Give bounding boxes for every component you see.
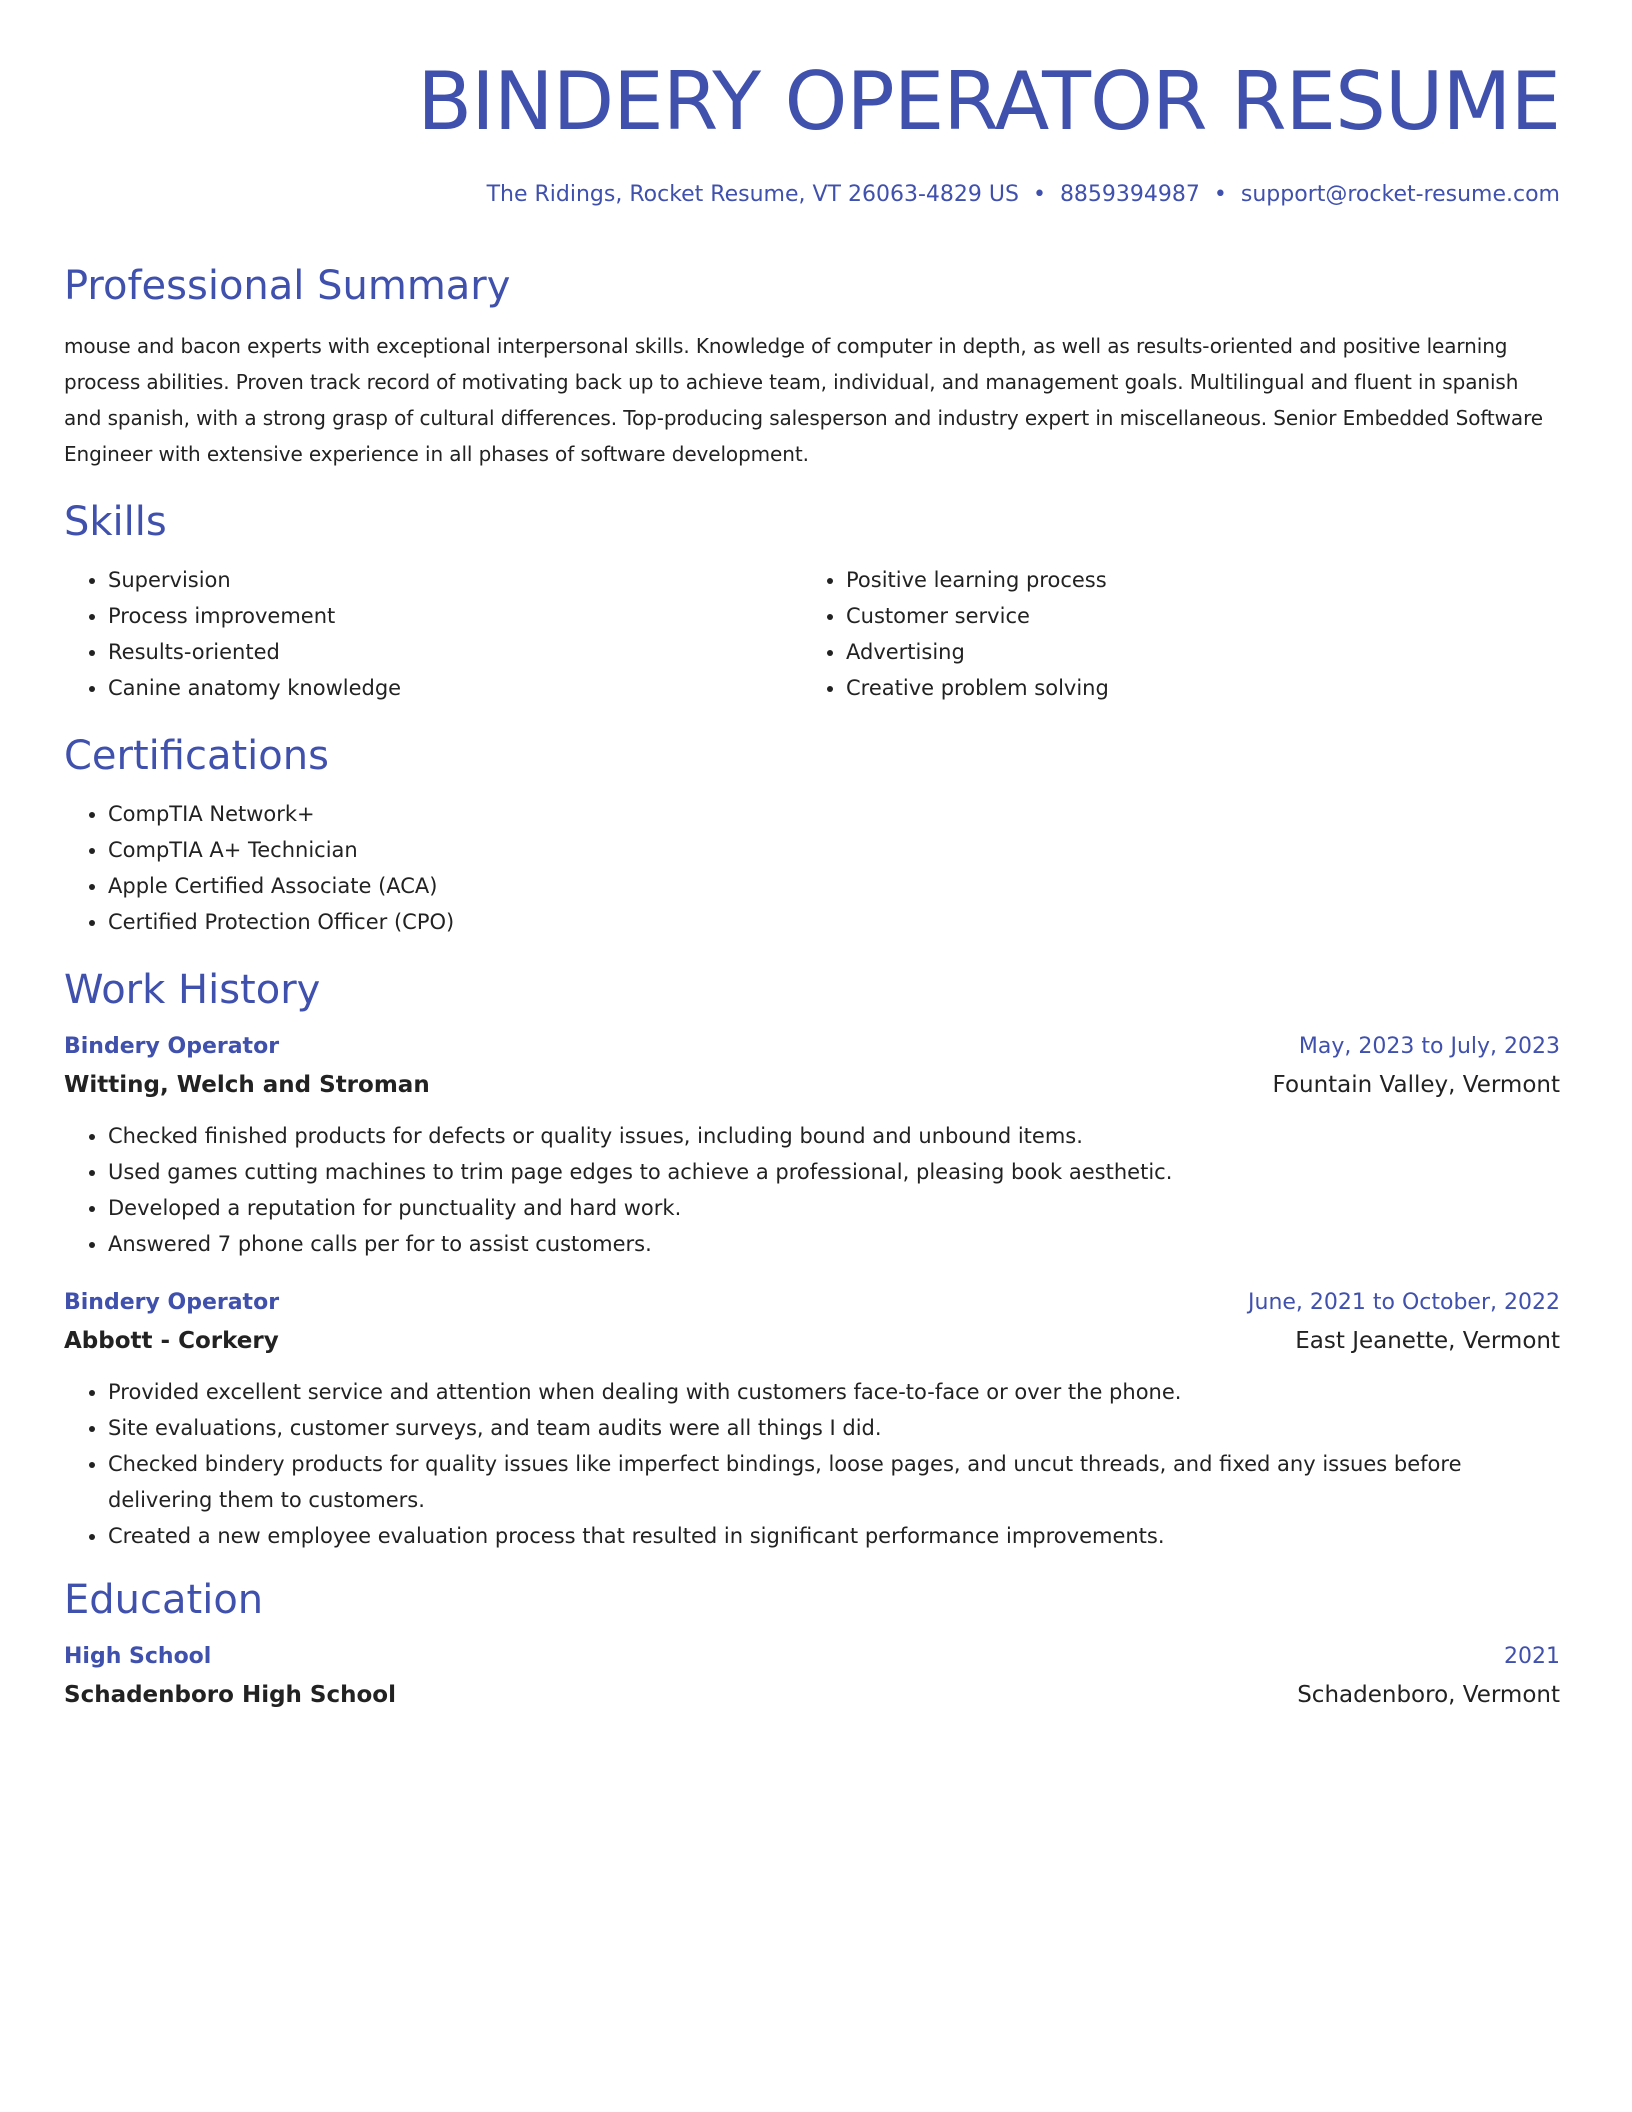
contact-separator: •	[1032, 182, 1046, 207]
skills-list-left	[64, 562, 802, 706]
job-bullet: • Used games cutting machines to trim page edges to achieve a professional, pleasing book aesthetic.	[108, 1154, 1560, 1190]
contact-email[interactable]: support@rocket-resume.com	[1240, 182, 1560, 207]
job-title: Bindery Operator	[64, 1290, 280, 1316]
contact-line	[64, 182, 1560, 208]
job-entry	[64, 1028, 1560, 1262]
skill-item: • Canine anatomy knowledge	[108, 670, 802, 706]
education-header	[64, 1638, 1560, 1676]
job-bullet: • Site evaluations, customer surveys, and team audits were all things I did.	[108, 1410, 1560, 1446]
education-entry	[64, 1638, 1560, 1714]
education-year: 2021	[1504, 1644, 1560, 1670]
job-company: Abbott - Corkery	[64, 1328, 279, 1355]
job-location: East Jeanette, Vermont	[1295, 1328, 1560, 1355]
job-subheader	[64, 1066, 1560, 1104]
skill-item: • Results-oriented	[108, 634, 802, 670]
skill-item: • Advertising	[846, 634, 1540, 670]
certification-item: • Apple Certified Associate (ACA)	[108, 868, 1560, 904]
job-title: Bindery Operator	[64, 1034, 280, 1060]
skills-column-right	[802, 562, 1540, 706]
job-bullet: • Provided excellent service and attention when dealing with customers face-to-face or over the phone.	[108, 1374, 1560, 1410]
skills-heading: Skills	[64, 499, 167, 546]
education-degree: High School	[64, 1644, 212, 1670]
job-subheader	[64, 1322, 1560, 1360]
certifications-list	[64, 796, 1560, 940]
job-company: Witting, Welch and Stroman	[64, 1072, 430, 1099]
summary-heading: Professional Summary	[64, 263, 511, 310]
certification-item: • CompTIA A+ Technician	[108, 832, 1560, 868]
certification-item: • CompTIA Network+	[108, 796, 1560, 832]
education-heading: Education	[64, 1577, 264, 1624]
skills-list-right	[802, 562, 1540, 706]
skills-column-left	[64, 562, 802, 706]
skill-item: • Process improvement	[108, 598, 802, 634]
education-location: Schadenboro, Vermont	[1297, 1682, 1560, 1709]
skill-item: • Creative problem solving	[846, 670, 1540, 706]
skills-grid	[64, 562, 1560, 706]
contact-separator: •	[1213, 182, 1227, 207]
certifications-heading: Certifications	[64, 733, 329, 780]
job-dates: May, 2023 to July, 2023	[1298, 1034, 1560, 1060]
certification-item: • Certified Protection Officer (CPO)	[108, 904, 1560, 940]
resume-page	[64, 0, 1560, 1714]
job-bullet: • Created a new employee evaluation process that resulted in significant performance improvements.	[108, 1518, 1560, 1554]
contact-address: The Ridings, Rocket Resume, VT 26063-4829 US	[486, 182, 1019, 207]
job-bullets	[64, 1118, 1560, 1262]
skill-item: • Positive learning process	[846, 562, 1540, 598]
work-history-heading: Work History	[64, 967, 321, 1014]
skill-item: • Supervision	[108, 562, 802, 598]
education-subheader	[64, 1676, 1560, 1714]
job-bullets	[64, 1374, 1560, 1554]
skill-item: • Customer service	[846, 598, 1540, 634]
job-bullet: • Checked finished products for defects or quality issues, including bound and unbound items.	[108, 1118, 1560, 1154]
contact-phone: 8859394987	[1059, 182, 1200, 207]
job-bullet: • Developed a reputation for punctuality and hard work.	[108, 1190, 1560, 1226]
job-entry	[64, 1284, 1560, 1554]
job-header	[64, 1028, 1560, 1066]
job-header	[64, 1284, 1560, 1322]
job-bullet: • Checked bindery products for quality issues like imperfect bindings, loose pages, and uncut threads, and fixed any issues before delivering them to customers.	[108, 1446, 1560, 1518]
education-school: Schadenboro High School	[64, 1682, 396, 1709]
job-dates: June, 2021 to October, 2022	[1248, 1290, 1560, 1316]
resume-title: BINDERY OPERATOR RESUME	[417, 55, 1560, 148]
summary-text: mouse and bacon experts with exceptional interpersonal skills. Knowledge of computer in depth, as well as results-oriented and positive learning process abilities. Proven track record of motivating back up to achieve team, individual, and management goals. Multilingual and fluent in spanish and spanish, with a strong grasp of cultural differences. Top-producing salesperson and industry expert in miscellaneous. Senior Embedded Software Engineer with extensive experience in all phases of software development.	[64, 334, 1543, 467]
job-bullet: • Answered 7 phone calls per for to assist customers.	[108, 1226, 1560, 1262]
job-location: Fountain Valley, Vermont	[1272, 1072, 1560, 1099]
